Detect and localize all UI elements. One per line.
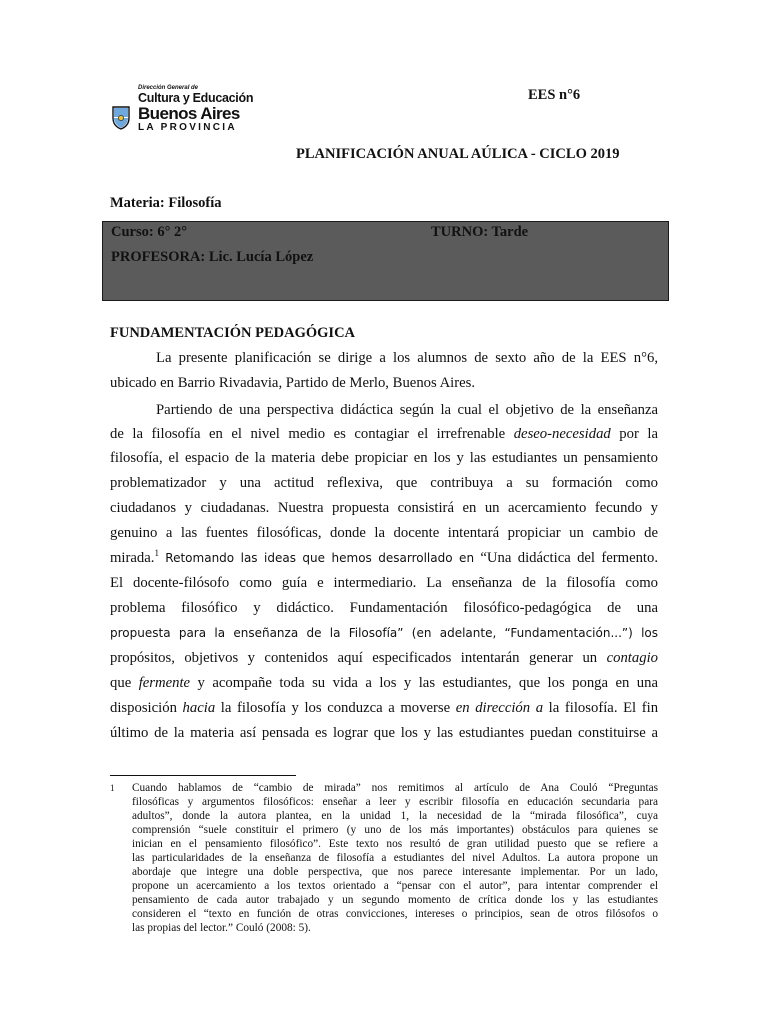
footnote-line: inician en el pensamiento filosófico”. Este texto nos resultó de gran utilidad puesto que se refiere a (132, 838, 658, 850)
footnote-line: propone un acercamiento a los textos orientado a “pensar con el autor”, para intentar comprender el (132, 880, 658, 892)
text-line: ciudadanos y ciudadanas. Nuestra propuesta consistirá en un acercamiento fecundo y (110, 500, 658, 516)
text-line: problema filosófico y didáctico. Fundamentación filosófico-pedagógica de una (110, 600, 658, 616)
emphasis-text: contagio (606, 650, 658, 666)
text-line (110, 548, 658, 568)
teacher-label: PROFESORA: Lic. Lucía López (111, 249, 314, 265)
text-run: y acompañe toda su vida a los y las estudiantes, que los ponga en una (197, 675, 659, 691)
text-line: El docente-filósofo como guía e intermediario. La enseñanza de la filosofía como (110, 575, 658, 591)
footnote-marker[interactable]: 1 (154, 548, 159, 559)
course-info-box (102, 221, 669, 301)
footnote-line: consideren el “texto en función de otras convicciones, intereses o principios, sean de otros filósofos o (132, 908, 658, 920)
footnote-line: las particularidades de la enseñanza de filosofía a estudiantes del nivel Adultos. La autora propone un (132, 852, 658, 864)
text-line: ubicado en Barrio Rivadavia, Partido de Merlo, Buenos Aires. (110, 375, 476, 391)
text-line (110, 698, 658, 718)
text-line: problematizador y una actitud reflexiva, que contribuya a su formación como (110, 475, 658, 491)
footnote-line: comprensión “suele constituir el primero (y uno de los más importantes) obstáculos para quienes se (132, 824, 658, 836)
footnote-line: abordaje que integre una doble perspectiva, que nos parece interesante implementar. Por un lado, (132, 866, 658, 878)
province-logo (112, 84, 252, 140)
text-line (110, 623, 658, 643)
footnote-line: adultos”, donde la autora plantea, en la unidad 1, la necesidad de la “mirada filosófica”, cuya (132, 810, 658, 822)
text-line: filosofía, el espacio de la materia debe propiciar en los y las estudiantes un pensamiento (110, 450, 658, 466)
document-title: PLANIFICACIÓN ANUAL AÚLICA - CICLO 2019 (296, 146, 620, 162)
footnote-line: las propias del lector.” Couló (2008: 5). (132, 922, 311, 934)
emphasis-text: fermente (138, 675, 191, 691)
logo-line-provincia: LA PROVINCIA (138, 122, 237, 133)
text-run: Retomando las ideas que hemos desarrollado en (165, 551, 475, 565)
text-run: mirada. (110, 550, 155, 566)
emphasis-text: deseo-necesidad (513, 426, 611, 442)
footnote-line: pensamiento de cada autor trabajado y un segundo momento de crítica donde los y las estudiantes (132, 894, 658, 906)
course-label: Curso: 6° 2° (111, 224, 188, 240)
text-line: La presente planificación se dirige a los alumnos de sexto año de la EES n°6, (156, 350, 658, 366)
school-name: EES n°6 (528, 87, 581, 103)
logo-line-cultura: Cultura y Educación (138, 91, 254, 105)
footnote-separator (110, 775, 296, 776)
emphasis-text: hacia (182, 700, 216, 716)
shift-label: TURNO: Tarde (431, 224, 529, 240)
logo-line-buenos-aires: Buenos Aires (138, 104, 240, 123)
text-line (110, 424, 658, 444)
text-run: la filosofía. El fin (548, 700, 659, 716)
coat-of-arms-icon (112, 104, 130, 130)
text-run: disposición (110, 700, 177, 716)
text-line (110, 673, 658, 693)
footnote-line: filosóficas y argumentos filosóficos: enseñar a leer y escribir filosofía en educación secundaria para (132, 796, 658, 808)
text-run: ” (en adelante, “Fundamentación...”) los (397, 626, 658, 640)
footnote-line: Cuando hablamos de “cambio de mirada” nos remitimos al artículo de Ana Couló “Preguntas (132, 782, 658, 794)
text-run: la filosofía y los conduzca a moverse (220, 700, 451, 716)
text-run: propósitos, objetivos y contenidos aquí especificados intentarán generar un (110, 650, 598, 666)
subject-label: Materia: Filosofía (110, 195, 222, 211)
text-line: último de la materia así pensada es lograr que los y las estudiantes puedan constituirse a (110, 725, 658, 741)
section-heading: FUNDAMENTACIÓN PEDAGÓGICA (110, 325, 356, 341)
footnote-number: 1 (110, 783, 115, 793)
text-line (110, 648, 658, 668)
text-run: propuesta para la enseñanza de la Filosofía (110, 626, 398, 640)
text-line: genuino a las fuentes filosóficas, donde la docente intentará propiciar un cambio de (110, 525, 658, 541)
text-run: de la filosofía en el nivel medio es contagiar el irrefrenable (110, 426, 506, 442)
logo-small-text: Dirección General de (138, 85, 199, 91)
text-run: por la (619, 426, 659, 442)
emphasis-text: en dirección a (455, 700, 544, 716)
text-run: que (110, 675, 132, 691)
text-line: Partiendo de una perspectiva didáctica según la cual el objetivo de la enseñanza (156, 402, 658, 418)
text-run: “Una didáctica del fermento. (480, 550, 659, 566)
